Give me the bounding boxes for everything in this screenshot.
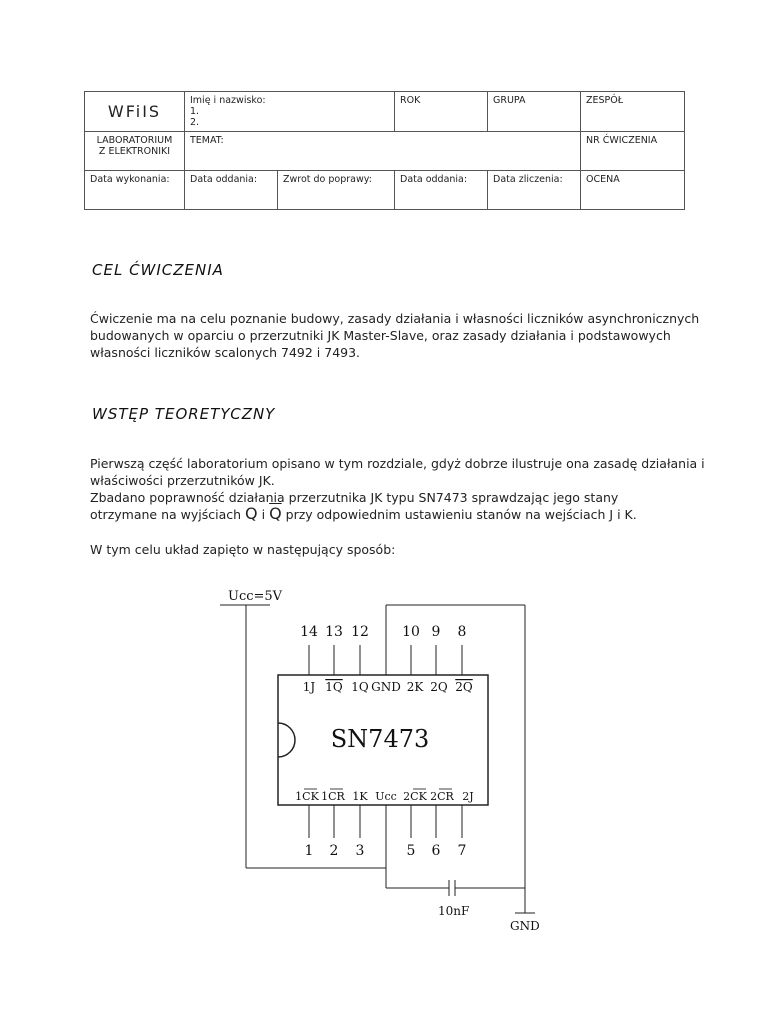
pin-13: 13	[325, 624, 343, 640]
ucc-label: Ucc=5V	[228, 589, 283, 604]
data-oddania-cell-1[interactable]: Data oddania:	[185, 171, 278, 210]
i-word: i	[261, 507, 266, 522]
chip-label: SN7473	[330, 725, 430, 753]
pin-name-1qbar: 1Q	[325, 680, 343, 694]
zespol-cell[interactable]: ZESPÓŁ	[581, 92, 685, 132]
pin-name-2q: 2Q	[430, 680, 448, 694]
ocena-cell[interactable]: OCENA	[581, 171, 685, 210]
name-1: 1.	[190, 106, 200, 117]
wstep-heading: WSTĘP TEORETYCZNY	[92, 405, 276, 423]
pin-name-1k: 1K	[352, 790, 368, 803]
grupa-cell[interactable]: GRUPA	[488, 92, 581, 132]
pin-name-2ck: 2CK	[403, 790, 427, 803]
lab-line1: LABORATORIUM	[96, 135, 173, 146]
pin-1: 1	[304, 843, 314, 859]
name-2: 2.	[190, 117, 200, 128]
pin-name-1ck: 1CK	[295, 790, 319, 803]
pin-3: 3	[355, 843, 365, 859]
wstep-p2c-text: przy odpowiednim ustawieniu stanów na wejściach J i K.	[285, 507, 637, 522]
wstep-paragraph-1: Pierwszą część laboratorium opisano w tym rozdziale, gdyż dobrze ilustruje ona zasadę działania i właściwości przerzutników JK.	[90, 456, 705, 488]
pin-7: 7	[457, 843, 467, 859]
cel-heading: CEL ĆWICZENIA	[92, 261, 224, 279]
cap-label: 10nF	[438, 904, 470, 918]
pin-6: 6	[431, 843, 441, 859]
wstep-paragraph-2a: Zbadano poprawność działania przerzutnika JK typu SN7473 sprawdzając jego stany	[90, 490, 619, 505]
data-oddania-cell-2[interactable]: Data oddania:	[395, 171, 488, 210]
pin-name-gnd: GND	[371, 680, 401, 694]
pin-2: 2	[329, 843, 339, 859]
chip-notch	[278, 723, 295, 757]
pin-name-2j: 2J	[462, 790, 474, 803]
logo: WFiIS	[85, 92, 185, 132]
temat-cell[interactable]: TEMAT:	[185, 132, 581, 171]
data-zliczenia-cell[interactable]: Data zliczenia:	[488, 171, 581, 210]
lab-line2: Z ELEKTRONIKI	[98, 146, 171, 157]
cel-paragraph: Ćwiczenie ma na celu poznanie budowy, zasady działania i własności liczników asynchronicznych budowanych w oparciu o przerzutniki JK Master-Slave, oraz zasady działania i podstawowych własności liczników scalonych 7492 i 7493.	[90, 311, 700, 360]
pin-8: 8	[457, 624, 467, 640]
zwrot-cell[interactable]: Zwrot do poprawy:	[278, 171, 395, 210]
q-symbol: Q	[245, 504, 258, 523]
pin-name-2k: 2K	[406, 680, 424, 694]
qbar-symbol: $\overline{Q}$	[269, 504, 282, 523]
pin-9: 9	[431, 624, 441, 640]
gnd-label: GND	[510, 919, 540, 933]
header-table	[84, 91, 685, 210]
pin-14: 14	[300, 624, 318, 640]
pin-10: 10	[402, 624, 420, 640]
lab-cell	[85, 132, 185, 171]
pin-name-1cr: 1CR	[321, 790, 345, 803]
name-cell[interactable]	[185, 92, 395, 132]
circuit-diagram	[220, 585, 560, 935]
pin-name-2cr: 2CR	[430, 790, 454, 803]
pin-12: 12	[351, 624, 369, 640]
data-wykonania-cell[interactable]: Data wykonania:	[85, 171, 185, 210]
wstep-p2b-text: otrzymane na wyjściach	[90, 507, 242, 522]
pin-name-1q: 1Q	[351, 680, 369, 694]
name-label: Imię i nazwisko:	[190, 95, 266, 106]
pin-name-ucc: Ucc	[375, 790, 397, 803]
pin-5: 5	[406, 843, 416, 859]
wstep-paragraph-3: W tym celu układ zapięto w następujący sposób:	[90, 542, 396, 557]
pin-name-2qbar: 2Q	[455, 680, 473, 694]
wstep-paragraph-2b	[90, 505, 710, 523]
pin-name-1j: 1J	[302, 680, 316, 694]
rok-cell[interactable]: ROK	[395, 92, 488, 132]
nr-cell[interactable]: NR ĆWICZENIA	[581, 132, 685, 171]
